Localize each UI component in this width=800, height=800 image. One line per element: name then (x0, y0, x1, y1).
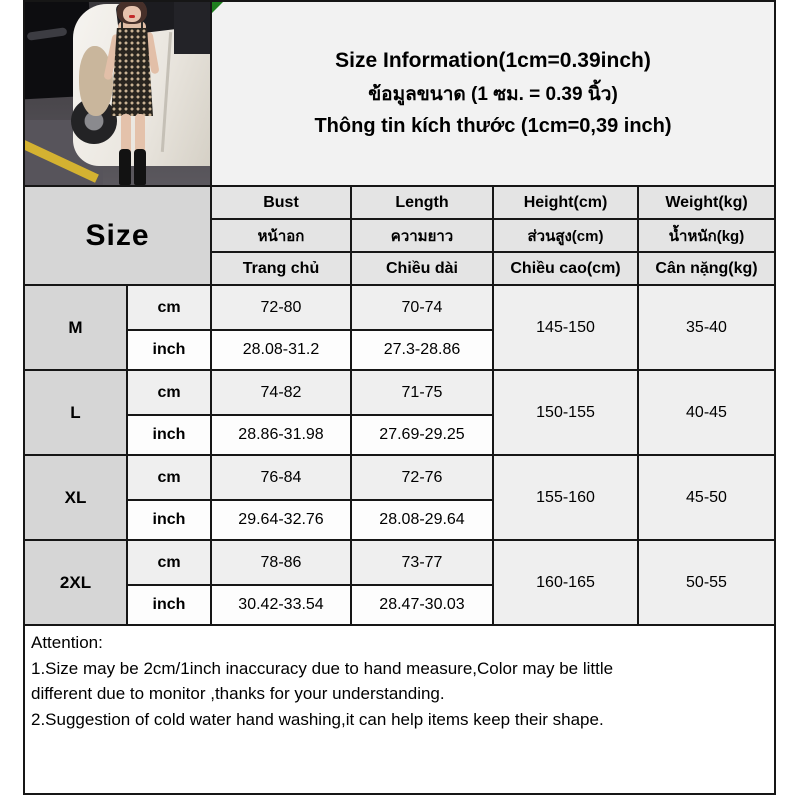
height-xl: 155-160 (494, 456, 637, 539)
length-inch-l: 27.69-29.25 (352, 416, 492, 454)
size-chart-sheet (23, 0, 776, 795)
bust-inch-xl: 29.64-32.76 (212, 501, 350, 539)
weight-2xl: 50-55 (639, 541, 774, 624)
length-cm-xl: 72-76 (352, 456, 492, 499)
header-weight-vi: Cân nặng(kg) (639, 253, 774, 284)
photo-car-window-right (174, 2, 210, 54)
green-corner-icon (212, 2, 223, 13)
header-height-th: ส่วนสูง(cm) (494, 220, 637, 251)
product-photo (25, 2, 210, 185)
attention-line-1: 1.Size may be 2cm/1inch inaccuracy due to hand measure,Color may be little (31, 658, 614, 678)
attention-line-2: different due to monitor ,thanks for your understanding. (31, 684, 445, 703)
header-bust-vi: Trang chủ (212, 253, 350, 284)
photo-model-face (123, 6, 141, 22)
height-m: 145-150 (494, 286, 637, 369)
length-cm-2xl: 73-77 (352, 541, 492, 584)
size-label-2xl: 2XL (25, 541, 126, 624)
length-inch-2xl: 28.47-30.03 (352, 586, 492, 624)
unit-cm-label: cm (128, 541, 210, 584)
bust-inch-l: 28.86-31.98 (212, 416, 350, 454)
unit-inch-label: inch (128, 501, 210, 539)
height-l: 150-155 (494, 371, 637, 454)
attention-line-3: 2.Suggestion of cold water hand washing,it can help items keep their shape. (31, 709, 604, 729)
unit-cm-label: cm (128, 286, 210, 329)
weight-xl: 45-50 (639, 456, 774, 539)
bust-cm-2xl: 78-86 (212, 541, 350, 584)
header-weight-th: น้ำหนัก(kg) (639, 220, 774, 251)
bust-cm-xl: 76-84 (212, 456, 350, 499)
length-inch-xl: 28.08-29.64 (352, 501, 492, 539)
length-inch-m: 27.3-28.86 (352, 331, 492, 369)
title-panel (212, 2, 774, 185)
unit-inch-label: inch (128, 331, 210, 369)
bust-inch-m: 28.08-31.2 (212, 331, 350, 369)
size-label-xl: XL (25, 456, 126, 539)
size-label-m: M (25, 286, 126, 369)
bust-cm-l: 74-82 (212, 371, 350, 414)
photo-black-boot (134, 149, 146, 185)
attention-heading: Attention: (31, 633, 103, 652)
header-height-vi: Chiều cao(cm) (494, 253, 637, 284)
attention-note (25, 626, 774, 793)
header-bust-th: หน้าอก (212, 220, 350, 251)
header-length-th: ความยาว (352, 220, 492, 251)
height-2xl: 160-165 (494, 541, 637, 624)
size-corner-cell: Size (25, 187, 210, 284)
bust-cm-m: 72-80 (212, 286, 350, 329)
header-height-en: Height(cm) (494, 187, 637, 218)
weight-m: 35-40 (639, 286, 774, 369)
unit-inch-label: inch (128, 416, 210, 454)
length-cm-m: 70-74 (352, 286, 492, 329)
length-cm-l: 71-75 (352, 371, 492, 414)
header-weight-en: Weight(kg) (639, 187, 774, 218)
header-length-vi: Chiều dài (352, 253, 492, 284)
unit-cm-label: cm (128, 456, 210, 499)
header-bust-en: Bust (212, 187, 350, 218)
photo-model-lips (129, 15, 135, 18)
photo-checkered-dress (111, 28, 153, 116)
bust-inch-2xl: 30.42-33.54 (212, 586, 350, 624)
header-length-en: Length (352, 187, 492, 218)
page-title-en: Size Information(1cm=0.39inch) (335, 49, 651, 72)
weight-l: 40-45 (639, 371, 774, 454)
size-label-l: L (25, 371, 126, 454)
page-title-vi: Thông tin kích thước (1cm=0,39 inch) (314, 115, 672, 137)
unit-cm-label: cm (128, 371, 210, 414)
unit-inch-label: inch (128, 586, 210, 624)
page-title-th: ข้อมูลขนาด (1 ซม. = 0.39 นิ้ว) (368, 84, 618, 105)
photo-black-boot (119, 149, 131, 185)
